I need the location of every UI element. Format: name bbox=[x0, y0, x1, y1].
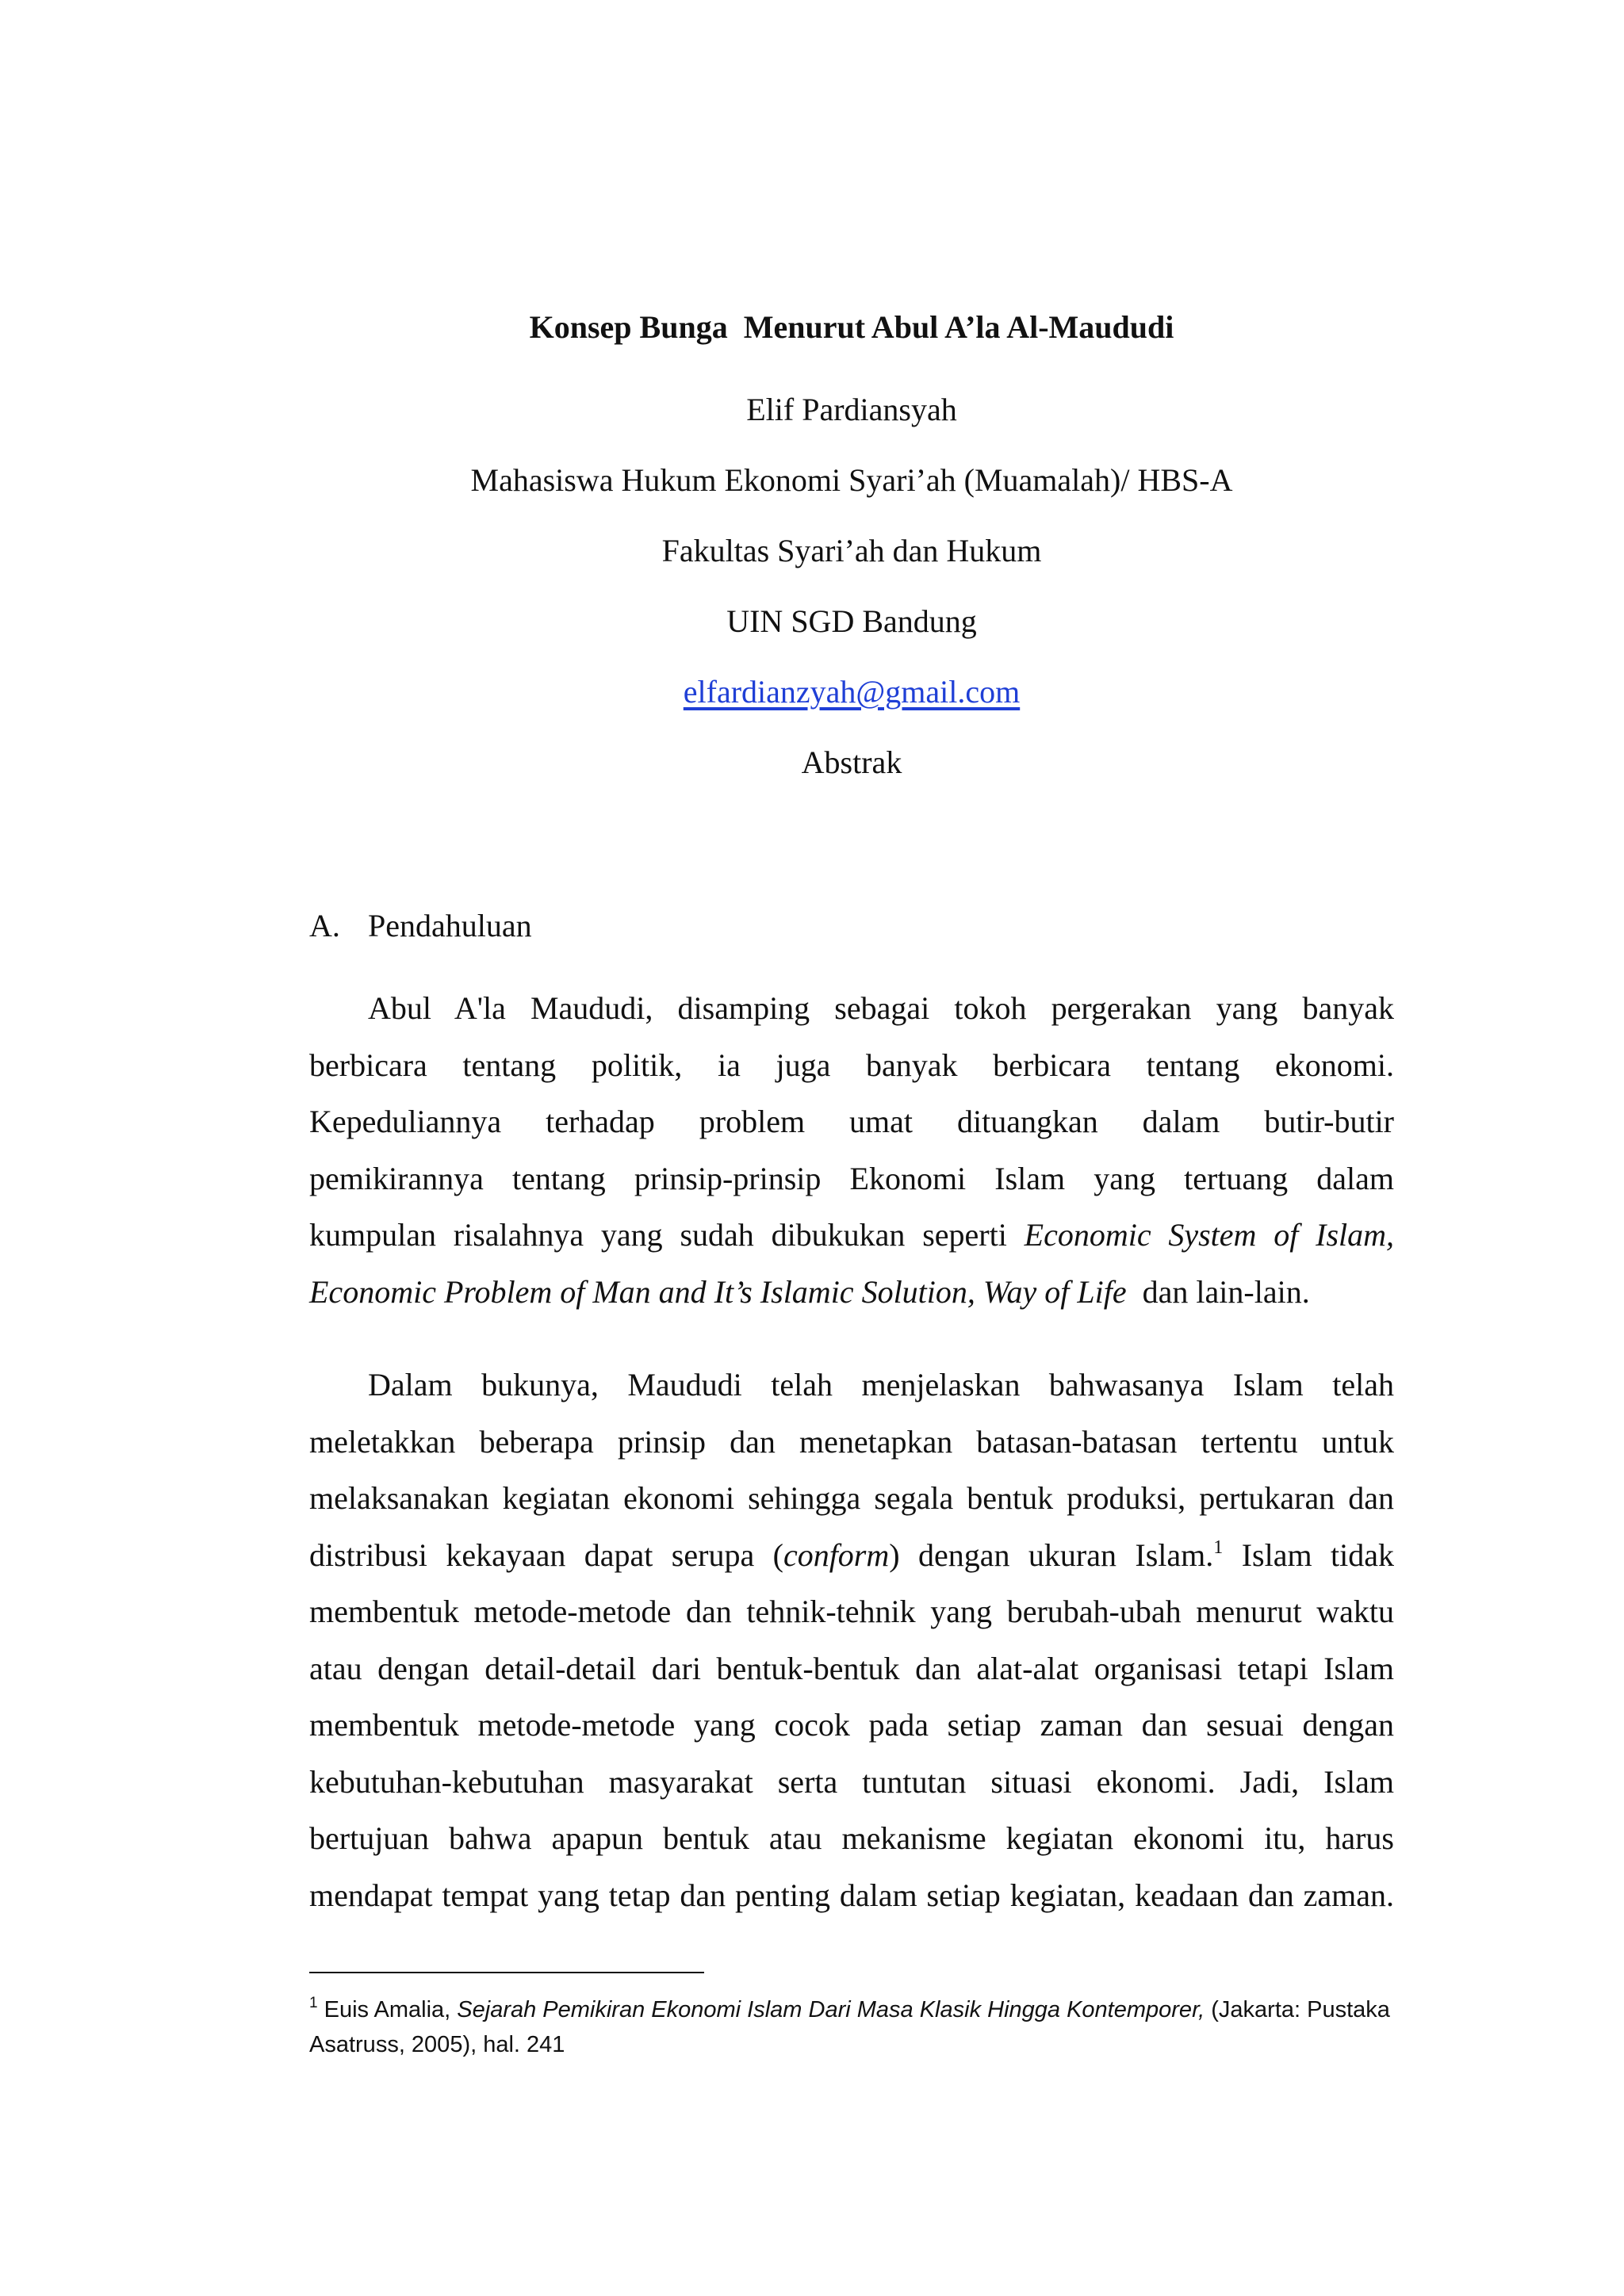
footnote-author: Euis Amalia, bbox=[324, 1997, 451, 2022]
paragraph-line: mendapat tempat yang tetap dan penting dalam setiap kegiatan, keadaan dan zaman. bbox=[309, 1877, 1394, 1913]
section-number: A. bbox=[309, 908, 340, 943]
paragraph-text: kumpulan risalahnya yang sudah dibukukan seperti bbox=[309, 1217, 1007, 1253]
paragraph-line bbox=[309, 1264, 1394, 1321]
section-heading bbox=[309, 906, 532, 946]
paragraph-line bbox=[309, 1207, 1394, 1264]
paragraph-text: ) dengan ukuran Islam. bbox=[889, 1536, 1214, 1573]
footnote-divider bbox=[309, 1972, 704, 1973]
paragraph-body bbox=[309, 1357, 1394, 1923]
paragraph-text: Islam tidak bbox=[1241, 1536, 1394, 1573]
paragraph-line: membentuk metode-metode dan tehnik-tehnik yang berubah-ubah menurut waktu bbox=[309, 1594, 1394, 1629]
paragraph-line: membentuk metode-metode yang cocok pada setiap zaman dan sesuai dengan bbox=[309, 1707, 1394, 1743]
footnote-marker: 1 bbox=[309, 1995, 318, 2011]
paragraph-line: Abul A'la Maududi, disamping sebagai tokoh pergerakan yang banyak bbox=[368, 990, 1394, 1026]
footnote bbox=[309, 1992, 1419, 2062]
footnote-publisher: (Jakarta: Pustaka Asatruss, 2005), hal. 241 bbox=[309, 1997, 1390, 2057]
paragraph-text: dan lain-lain. bbox=[1142, 1273, 1310, 1310]
email-link[interactable]: elfardianzyah@gmail.com bbox=[683, 674, 1021, 710]
paragraph-line: bertujuan bahwa apapun bentuk atau mekanisme kegiatan ekonomi itu, harus bbox=[309, 1820, 1394, 1856]
paragraph-line: kebutuhan-kebutuhan masyarakat serta tuntutan situasi ekonomi. Jadi, Islam bbox=[309, 1763, 1394, 1800]
book-title-italic: Economic Problem of Man and It’s Islamic Solution, Way of Life bbox=[309, 1273, 1127, 1310]
section-title: Pendahuluan bbox=[368, 908, 532, 943]
paragraph-line: Dalam bukunya, Maududi telah menjelaskan bahwasanya Islam telah bbox=[368, 1367, 1394, 1402]
author-email bbox=[0, 672, 1624, 712]
paragraph-text: distribusi kekayaan dapat serupa ( bbox=[309, 1536, 783, 1573]
paragraph-line bbox=[309, 1527, 1394, 1584]
affiliation-faculty: Fakultas Syari’ah dan Hukum bbox=[661, 533, 1042, 568]
paragraph-intro bbox=[309, 980, 1394, 1320]
affiliation-university: UIN SGD Bandung bbox=[726, 603, 977, 639]
paragraph-line: meletakkan beberapa prinsip dan menetapkan batasan-batasan tertentu untuk bbox=[309, 1423, 1394, 1460]
paragraph-line: pemikirannya tentang prinsip-prinsip Ekonomi Islam yang tertuang dalam bbox=[309, 1160, 1394, 1196]
affiliation-program: Mahasiswa Hukum Ekonomi Syari’ah (Muamalah)/ HBS-A bbox=[470, 462, 1233, 498]
paragraph-line: atau dengan detail-detail dari bentuk-bentuk dan alat-alat organisasi tetapi Islam bbox=[309, 1650, 1394, 1686]
book-title-italic: Economic System of Islam, bbox=[1024, 1217, 1395, 1253]
term-italic: conform bbox=[783, 1536, 890, 1573]
paragraph-line: melaksanakan kegiatan ekonomi sehingga segala bentuk produksi, pertukaran dan bbox=[309, 1480, 1394, 1516]
paragraph-line: Kepeduliannya terhadap problem umat dituangkan dalam butir-butir bbox=[309, 1104, 1394, 1139]
footnote-reference[interactable]: 1 bbox=[1213, 1536, 1224, 1558]
footnote-book-title: Sejarah Pemikiran Ekonomi Islam Dari Masa Klasik Hingga Kontemporer, bbox=[457, 1997, 1205, 2022]
abstract-heading: Abstrak bbox=[801, 744, 902, 780]
paragraph-line: berbicara tentang politik, ia juga banyak berbicara tentang ekonomi. bbox=[309, 1047, 1394, 1083]
paper-title: Konsep Bunga Menurut Abul A’la Al-Maududi bbox=[529, 309, 1174, 345]
author-name: Elif Pardiansyah bbox=[746, 392, 957, 427]
